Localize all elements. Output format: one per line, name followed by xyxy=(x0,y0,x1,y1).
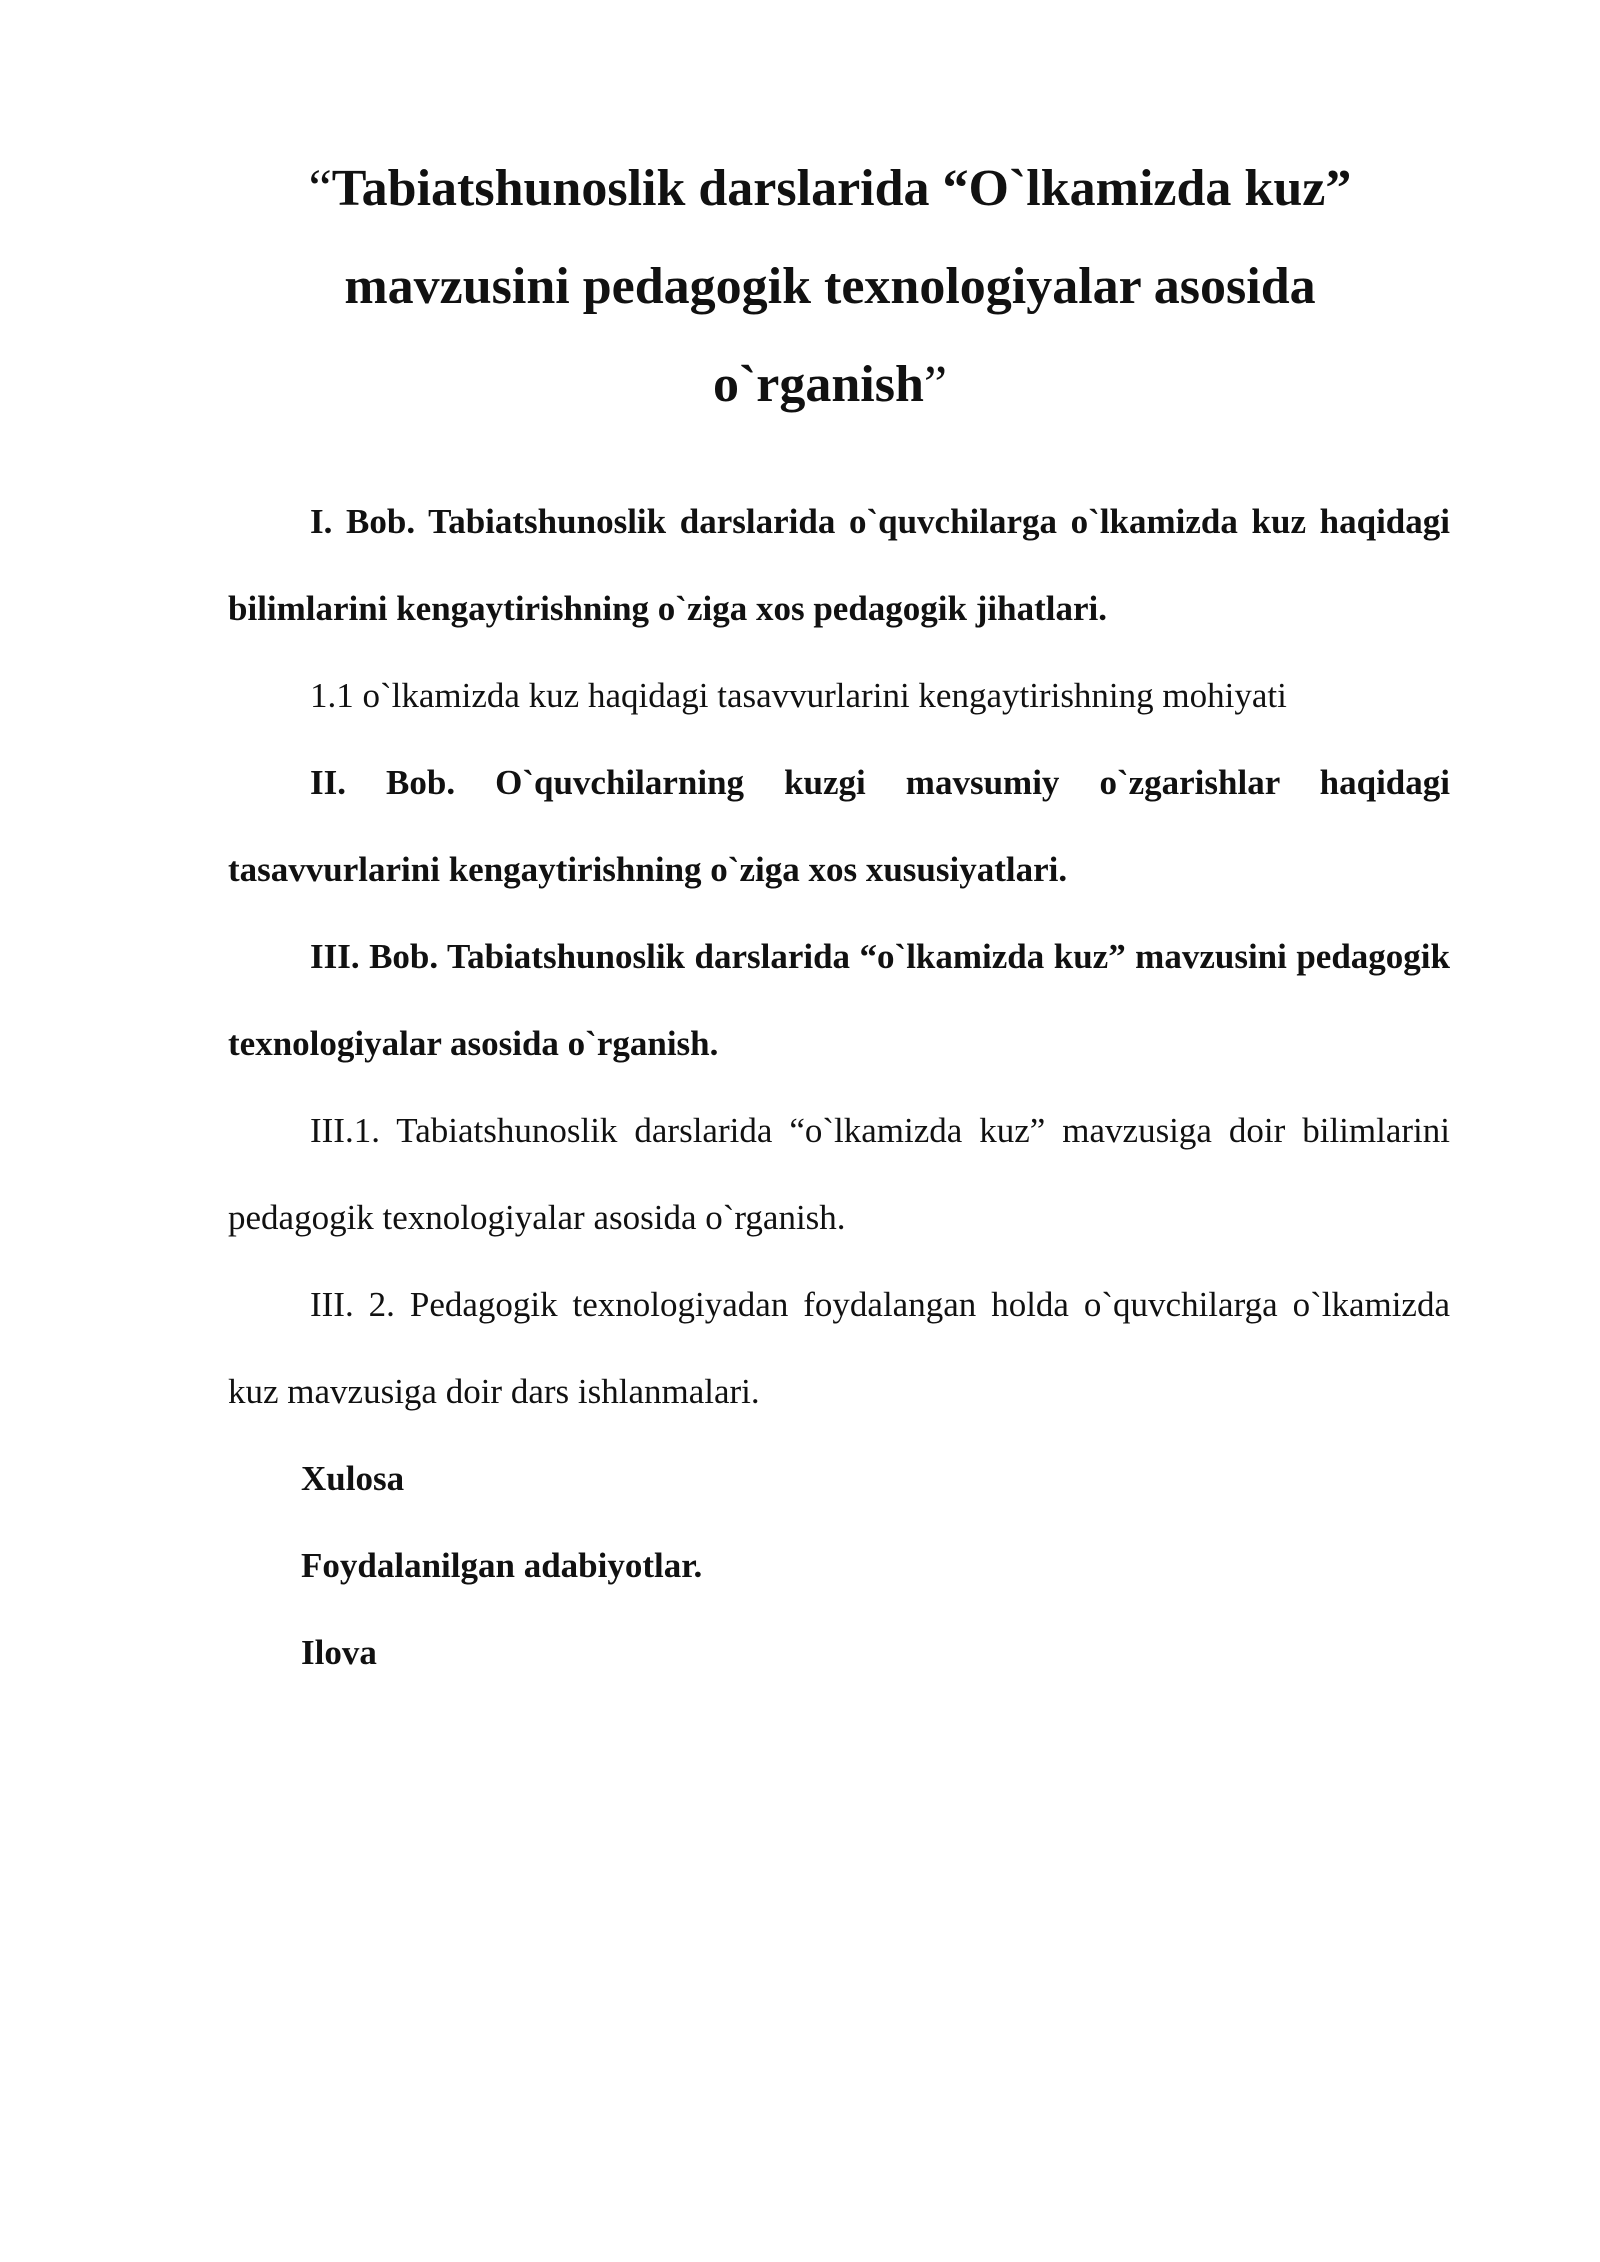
toc-section-3-2-text: III. 2. Pedagogik texnologiyadan foydalangan holda o`quvchilarga o`lkamizda kuz mavzusiga doir dars ishlanmalari. xyxy=(228,1285,1450,1411)
toc-appendix xyxy=(228,1609,1450,1696)
title-close-quote: ” xyxy=(923,356,947,413)
document-title xyxy=(300,140,1360,434)
toc-conclusion-text: Xulosa xyxy=(301,1459,405,1498)
table-of-contents xyxy=(228,478,1450,1696)
toc-chapter-3 xyxy=(228,913,1450,1087)
toc-chapter-3-text: III. Bob. Tabiatshunoslik darslarida “o`lkamizda kuz” mavzusini pedagogik texnologiyalar asosida o`rganish. xyxy=(228,937,1450,1063)
title-open-quote: “ xyxy=(308,160,332,217)
toc-chapter-1-text: I. Bob. Tabiatshunoslik darslarida o`quvchilarga o`lkamizda kuz haqidagi bilimlarini kengaytirishning o`ziga xos pedagogik jihatlari. xyxy=(228,502,1450,628)
toc-section-3-1-text: III.1. Tabiatshunoslik darslarida “o`lkamizda kuz” mavzusiga doir bilimlarini pedagogik texnologiyalar asosida o`rganish. xyxy=(228,1111,1450,1237)
toc-conclusion xyxy=(228,1435,1450,1522)
toc-section-1-1-text: 1.1 o`lkamizda kuz haqidagi tasavvurlarini kengaytirishning mohiyati xyxy=(310,676,1287,715)
toc-references-text: Foydalanilgan adabiyotlar. xyxy=(301,1546,703,1585)
toc-chapter-2 xyxy=(228,739,1450,913)
toc-section-3-2 xyxy=(228,1261,1450,1435)
toc-chapter-2-text: II. Bob. O`quvchilarning kuzgi mavsumiy o`zgarishlar haqidagi tasavvurlarini kengaytirishning o`ziga xos xususiyatlari. xyxy=(228,763,1450,889)
title-text: Tabiatshunoslik darslarida “O`lkamizda kuz” mavzusini pedagogik texnologiyalar asosida o`rganish xyxy=(331,160,1352,413)
toc-chapter-1 xyxy=(228,478,1450,652)
toc-references xyxy=(228,1522,1450,1609)
toc-section-1-1 xyxy=(228,652,1450,739)
toc-appendix-text: Ilova xyxy=(301,1633,377,1672)
toc-section-3-1 xyxy=(228,1087,1450,1261)
